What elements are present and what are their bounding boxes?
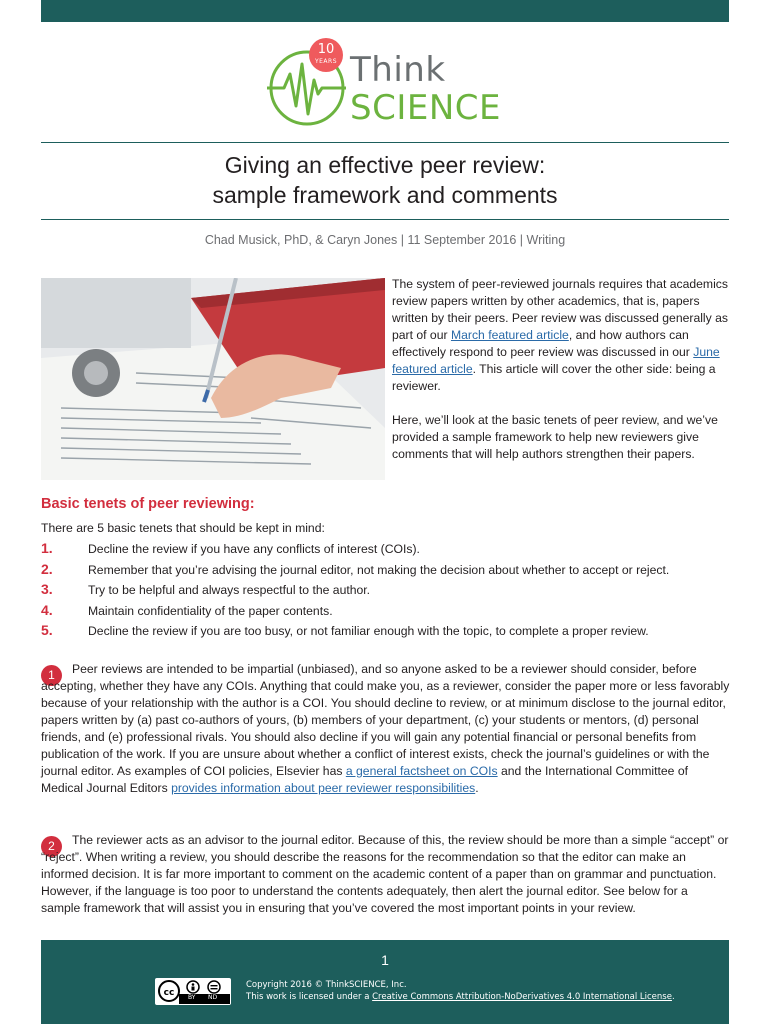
cc-license-badge[interactable]	[155, 978, 231, 1005]
top-bar	[41, 0, 729, 22]
logo-badge-label: YEARS	[314, 58, 338, 65]
logo-badge-number: 10	[317, 42, 335, 57]
intro-paragraph-2: Here, we’ll look at the basic tenets of peer review, and we’ve provided a sample framework to help new reviewers give comments that will help authors strengthen their papers.	[392, 413, 718, 461]
cc-nd-label: ND	[208, 994, 218, 1001]
article-photo	[41, 278, 385, 480]
title-bottom-rule	[41, 219, 729, 220]
tenet-number: 3.	[41, 581, 53, 597]
june-article-link[interactable]: June featured article	[392, 345, 720, 376]
intro-p1-part-a: The system of peer-reviewed journals requires that academics review papers written by other academics, that is, papers written by their peers. Peer review was discussed generally as part of our	[392, 277, 728, 342]
logo-think-text: Think	[350, 50, 446, 90]
tenet-number: 2.	[41, 561, 53, 577]
license-link[interactable]: Creative Commons Attribution-NoDerivatives 4.0 International License	[372, 992, 672, 1002]
svg-text:cc: cc	[163, 988, 175, 998]
intro-p1-part-b: , and how authors can effectively respond to peer review was discussed in our	[392, 328, 694, 359]
tenet-number: 1.	[41, 540, 53, 556]
march-article-link[interactable]: March featured article	[450, 328, 569, 342]
tenet-item	[41, 622, 741, 642]
intro-text	[392, 276, 732, 480]
title-top-rule	[41, 142, 729, 143]
intro-p1-part-c: . This article will cover the other side: being a reviewer.	[392, 362, 716, 393]
copyright-text: Copyright 2016 © ThinkSCIENCE, Inc.	[246, 980, 407, 990]
tenet-number: 4.	[41, 602, 53, 618]
page-footer	[41, 940, 729, 1024]
tenet-text: Try to be helpful and always respectful to the author.	[88, 583, 371, 597]
license-prefix: This work is licensed under a	[246, 992, 373, 1002]
intro-paragraph-1	[392, 276, 732, 395]
tenets-heading: Basic tenets of peer reviewing:	[41, 496, 255, 512]
tenet-text: Maintain confidentiality of the paper contents.	[88, 604, 333, 618]
tenet-text: Remember that you’re advising the journal editor, not making the decision about whether to accept or reject.	[88, 563, 670, 577]
section-1-paragraph	[41, 661, 730, 797]
tenet-item	[41, 602, 741, 622]
section-1-text-b: and the International Committee of Medical Journal Editors	[41, 764, 688, 795]
byline: Chad Musick, PhD, & Caryn Jones | 11 September 2016 | Writing	[204, 233, 566, 247]
title-line-2: sample framework and comments	[212, 182, 558, 208]
title-line-1: Giving an effective peer review:	[224, 152, 546, 178]
section-1-number-badge: 1	[41, 665, 62, 686]
tenet-text: Decline the review if you are too busy, or not familiar enough with the topic, to complete a proper review.	[88, 624, 649, 638]
page-number: 1	[381, 952, 389, 968]
license-text	[246, 992, 675, 1002]
tenet-text: Decline the review if you have any conflicts of interest (COIs).	[88, 542, 420, 556]
section-2-number-badge: 2	[41, 836, 62, 857]
license-suffix: .	[671, 992, 675, 1002]
tenet-item	[41, 540, 741, 560]
tenet-item	[41, 581, 741, 601]
tenet-number: 5.	[41, 622, 53, 638]
section-1-text-c: .	[475, 781, 479, 795]
tenets-intro: There are 5 basic tenets that should be kept in mind:	[41, 521, 325, 535]
section-2-paragraph: The reviewer acts as an advisor to the journal editor. Because of this, the review should be more than a simple “accept” or “reject”. When writing a review, you should describe the reasons for the recommendation so that the editor can make an informed decision. It is far more important to comment on the academic content of a paper than on grammar and punctuation. However, if the language is too poor to understand the contents adequately, then alert the journal editor. See below for a sample framework that will assist you in ensuring that you’ve covered the most important points in your review.	[41, 833, 729, 915]
cc-by-label: BY	[188, 994, 196, 1001]
section-1-text-a: Peer reviews are intended to be impartial (unbiased), and so anyone asked to be a reviewer should consider, before accepting, whether they have any COIs. Anything that could make you, as a reviewer, consider the paper more or less favorably because of your relationship with the author is a COI. You should decline to review, or at minimum disclose to the journal editor, papers written by (a) past co-authors of yours, (b) members of your department, (c) your students or mentors, (d) personal friends, and (e) professional rivals. You should also decline if you will gain any potential financial or personal benefits from publication of the work. If you are unsure about whether a conflict of interest exists, check the journal’s guidelines or with the journal editor. As examples of COI policies, Elsevier has	[41, 662, 730, 778]
tenet-item	[41, 561, 741, 581]
reviewer-responsibilities-link[interactable]: provides information about peer reviewer responsibilities	[171, 781, 476, 795]
logo-science-text: SCIENCE	[350, 88, 501, 128]
page-title	[41, 150, 729, 210]
coi-factsheet-link[interactable]: a general factsheet on COIs	[345, 764, 498, 778]
